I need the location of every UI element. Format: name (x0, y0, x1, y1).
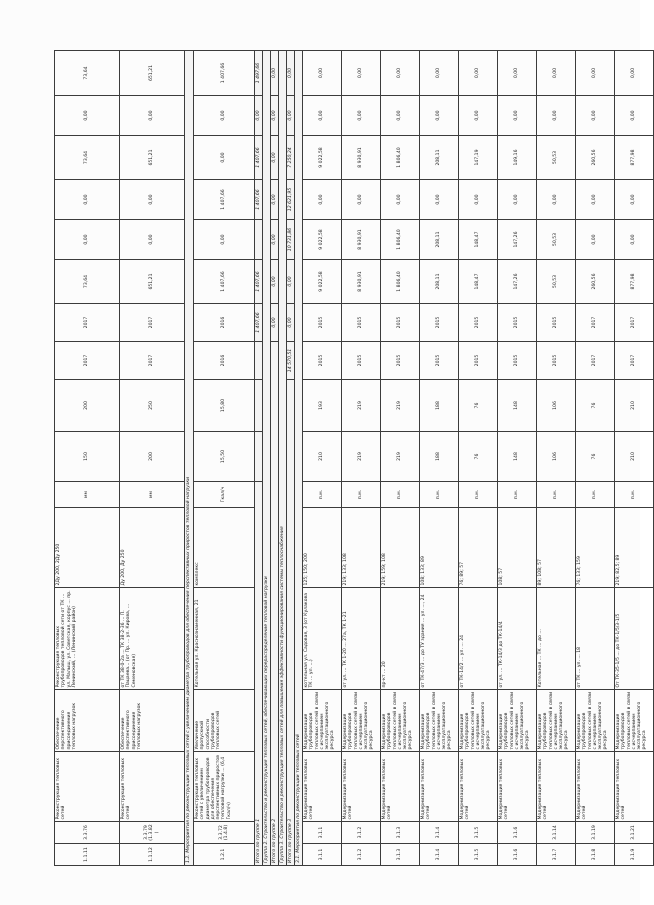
cell-c6: 1 407,66 (194, 51, 255, 96)
cell-name: Модернизация тепловых сетей (303, 752, 342, 822)
cell-v2: 193 (303, 380, 342, 432)
table-row (420, 51, 459, 866)
cell-params: Ду 200, Ду 250 (120, 508, 185, 588)
table-row (194, 51, 255, 866)
cell-location: от ТК 38-0-2а ... ТК 38-2-36 ... П. Пацаева... (от Пр. ... ул. Кирова, ... Семеновская) (120, 588, 185, 690)
cell-v2: 219 (381, 380, 420, 432)
cell-y2: 2017 (120, 304, 185, 342)
table-row (120, 51, 185, 866)
cell-purpose: Модернизация трубопроводов тепловых сетей в связи с исчерпанием эксплуатационного ресурса (420, 690, 459, 752)
cell-purpose: Модернизация трубопроводов тепловых сетей в связи с исчерпанием эксплуатационного ресурса (615, 690, 654, 752)
group-total-row (287, 51, 295, 866)
cell-c4: 877,98 (615, 136, 654, 180)
cell-v2: 210 (615, 380, 654, 432)
group-total-row (255, 51, 263, 866)
cell-code: 3.1.2 (342, 822, 381, 844)
cell-c2: 9 022,58 (303, 220, 342, 260)
cell-v1: 76 (576, 432, 615, 482)
cell-c1: 877,98 (615, 260, 654, 304)
cell-c6: 0,00 (342, 51, 381, 96)
group-total-value (255, 380, 263, 432)
group-total-value: 0,00 (271, 304, 279, 342)
cell-purpose: Модернизация трубопроводов тепловых сетей в связи с исчерпанием эксплуатационного ресурса (381, 690, 420, 752)
group-total-value: 1 407,66 (255, 136, 263, 180)
cell-c3: 1 407,66 (194, 180, 255, 220)
cell-idx: 1.2.1 (194, 844, 255, 866)
cell-y2: 2015 (537, 304, 576, 342)
group-total-value: 0,00 (255, 96, 263, 136)
cell-c5: 0,00 (576, 96, 615, 136)
cell-c2: 147,26 (498, 220, 537, 260)
cell-name: Модернизация тепловых сетей (537, 752, 576, 822)
cell-idx: 3.1.6 (498, 844, 537, 866)
cell-c4: 651,21 (120, 136, 185, 180)
cell-y2: 2015 (459, 304, 498, 342)
cell-code: 3.3.79 (1.3.82) (120, 822, 185, 844)
cell-c6: 0,00 (381, 51, 420, 96)
group-total-value (255, 432, 263, 482)
cell-v2: 15,80 (194, 380, 255, 432)
cell-v2: 250 (120, 380, 185, 432)
cell-y2: 2015 (303, 304, 342, 342)
cell-c4: 8 930,91 (342, 136, 381, 180)
cell-c3: 0,00 (537, 180, 576, 220)
group-title: Итого по группе 2 (271, 342, 279, 866)
cell-c4: 9 022,58 (303, 136, 342, 180)
cell-purpose: Модернизация трубопроводов тепловых сетей в связи с исчерпанием эксплуатационного ресурса (342, 690, 381, 752)
cell-code: 3.3.76 (55, 822, 120, 844)
cell-c2: 8 930,91 (342, 220, 381, 260)
cell-code: 3.1.3 (381, 822, 420, 844)
group-total-row (263, 51, 271, 866)
cell-params: комплекс (194, 508, 255, 588)
group-total-value: 0,00 (271, 180, 279, 220)
cell-location: От ТК-35-1/5 ... до ТК-1/5/3-1/5 (615, 588, 654, 690)
cell-params: 219; 159; 108 (381, 508, 420, 588)
table-row (459, 51, 498, 866)
cell-y2: 2015 (498, 304, 537, 342)
cell-y1: 2015 (303, 342, 342, 380)
cell-unit: мм (55, 482, 120, 508)
cell-v2: 106 (537, 380, 576, 432)
cell-purpose: Модернизация трубопроводов тепловых сетей в связи с исчерпанием эксплуатационного ресурса (498, 690, 537, 752)
cell-c3: 0,00 (303, 180, 342, 220)
cell-c6: 0,00 (459, 51, 498, 96)
cell-idx: 3.1.1 (303, 844, 342, 866)
cell-c5: 0,00 (55, 96, 120, 136)
group-title: 3.1. Мероприятия по реконструкции тепловых сетей (295, 51, 303, 866)
cell-location: от ТК-47/3 ... до ТУ здания ... ул. ..., 24 (420, 588, 459, 690)
cell-location: от ТК ... ул. ... 18 (576, 588, 615, 690)
group-total-value: 1 407,66 (255, 180, 263, 220)
cell-code: 3.1.1 (303, 822, 342, 844)
group-total-row (295, 51, 303, 866)
cell-code: 3.1.6 (498, 822, 537, 844)
cell-code: 3.1.14 (537, 822, 576, 844)
cell-c1: 651,21 (120, 260, 185, 304)
cell-idx: 1.1.12 (120, 844, 185, 866)
cell-c5: 0,00 (303, 96, 342, 136)
group-total-value: 0,00 (287, 51, 295, 96)
cell-c3: 0,00 (576, 180, 615, 220)
cell-c3: 0,00 (498, 180, 537, 220)
cell-y1: 2017 (576, 342, 615, 380)
section-title: 1.2. Мероприятия по реконструкции тепловых сетей с увеличением диаметра трубопроводов для обеспечения перспективных приростов тепловой нагрузки (185, 51, 194, 866)
cell-c4: 0,00 (194, 136, 255, 180)
cell-y2: 2015 (420, 304, 459, 342)
cell-y1: 2017 (120, 342, 185, 380)
cell-v1: 148 (498, 432, 537, 482)
cell-c1: 1 806,40 (381, 260, 420, 304)
cell-idx: 3.1.5 (459, 844, 498, 866)
cell-c5: 0,00 (342, 96, 381, 136)
cell-code: 3.1.21 (615, 822, 654, 844)
cell-c1: 147,26 (498, 260, 537, 304)
cell-c3: 0,00 (381, 180, 420, 220)
cell-location: пр-кт ... 20 (381, 588, 420, 690)
cell-unit: мм (120, 482, 185, 508)
cell-name: Модернизация тепловых сетей (459, 752, 498, 822)
cell-location: от ул. ... ТК-14/3 до ТК-14/4 (498, 588, 537, 690)
group-total-value: 14 570,51 (287, 342, 295, 380)
cell-location: Котельная ... ТК ... до ... (537, 588, 576, 690)
cell-c4: 260,56 (576, 136, 615, 180)
cell-c3: 0,00 (459, 180, 498, 220)
cell-c4: 208,11 (420, 136, 459, 180)
cell-y2: 2016 (194, 304, 255, 342)
group-total-value: 1 407,66 (255, 260, 263, 304)
cell-v1: 76 (459, 432, 498, 482)
cell-name: Реконструкция тепловых сетей с увеличением диаметра трубопроводов для обеспечения перспективных приростов тепловой нагрузки ... (6,4 Гкал/ч) (194, 752, 255, 822)
cell-c6: 0,00 (303, 51, 342, 96)
cell-idx: 1.1.11 (55, 844, 120, 866)
cell-v1: 188 (420, 432, 459, 482)
group-total-value (255, 342, 263, 380)
rotated-sheet (54, 51, 648, 866)
cell-v1: 150 (55, 432, 120, 482)
cell-c2: 0,00 (120, 220, 185, 260)
cell-y2: 2015 (342, 304, 381, 342)
cell-c2: 148,47 (459, 220, 498, 260)
cell-c1: 260,56 (576, 260, 615, 304)
cell-c2: 50,53 (537, 220, 576, 260)
group-total-value: 0,00 (271, 51, 279, 96)
cell-purpose: Обеспечение перспективного присоединения тепловых нагрузок (55, 690, 120, 752)
cell-idx: 3.1.2 (342, 844, 381, 866)
group-title: Группа 3. Строительство и реконструкция тепловых сетей для повышения эффективности функционирования системы теплоснабжения (279, 51, 287, 866)
cell-unit: п.м. (342, 482, 381, 508)
cell-c4: 149,16 (498, 136, 537, 180)
cell-v2: 188 (420, 380, 459, 432)
cell-c5: 0,00 (420, 96, 459, 136)
cell-c4: 50,53 (537, 136, 576, 180)
cell-c4: 1 806,40 (381, 136, 420, 180)
cell-c5: 0,00 (194, 96, 255, 136)
cell-c5: 0,00 (459, 96, 498, 136)
cell-c5: 0,00 (498, 96, 537, 136)
cell-y2: 2015 (381, 304, 420, 342)
cell-y1: 2017 (615, 342, 654, 380)
group-title: Итого по группе 3 (287, 380, 295, 866)
cell-c2: 0,00 (615, 220, 654, 260)
cell-v2: 76 (459, 380, 498, 432)
cell-v1: 219 (342, 432, 381, 482)
cell-params: 108; 57 (498, 508, 537, 588)
group-total-row (271, 51, 279, 866)
cell-unit: п.м. (420, 482, 459, 508)
cell-unit: п.м. (615, 482, 654, 508)
cell-params: 219; 82,5; 89 (615, 508, 654, 588)
cell-name: Модернизация тепловых сетей (342, 752, 381, 822)
group-total-value: 1 497,66 (255, 51, 263, 96)
cell-params: 76; 133; 159 (576, 508, 615, 588)
cell-purpose: Увеличение пропускной способности трубопроводов тепловых сетей (194, 690, 255, 752)
group-title: Итого по группе 1 (255, 482, 263, 866)
cell-location: Реконструкция тепловых трубопроводов тепловой сети от ТК ... ул. Малыш, ул. Советская, корпус ... пр. Ленинский, ... (Ленинский район) (55, 588, 120, 690)
cell-y1: 2015 (498, 342, 537, 380)
cell-c1: 8 930,91 (342, 260, 381, 304)
cell-y2: 2017 (576, 304, 615, 342)
cell-c1: 148,47 (459, 260, 498, 304)
cell-y1: 2017 (55, 342, 120, 380)
cell-name: Модернизация тепловых сетей (420, 752, 459, 822)
table-row (576, 51, 615, 866)
cell-purpose: Обеспечение перспективного присоединения тепловых нагрузок (120, 690, 185, 752)
cell-params: 219; 133; 108 (342, 508, 381, 588)
group-total-value: 0,00 (271, 136, 279, 180)
investment-program-table (54, 50, 654, 866)
cell-c3: 0,00 (420, 180, 459, 220)
cell-purpose: Модернизация трубопроводов тепловых сетей в связи с исчерпанием эксплуатационного ресурса (303, 690, 342, 752)
cell-idx: 3.1.9 (615, 844, 654, 866)
cell-y2: 2017 (55, 304, 120, 342)
cell-c6: 0,00 (498, 51, 537, 96)
cell-unit: п.м. (537, 482, 576, 508)
cell-v1: 219 (381, 432, 420, 482)
cell-params: 2Ду 200, 2Ду 250 (55, 508, 120, 588)
cell-params: 108; 133; 89 (420, 508, 459, 588)
group-total-value: 1 407,66 (255, 304, 263, 342)
cell-location: Котельная ул. Краснознаменная, 21 (194, 588, 255, 690)
cell-c3: 0,00 (55, 180, 120, 220)
cell-c5: 0,00 (615, 96, 654, 136)
cell-y2: 2017 (615, 304, 654, 342)
cell-c2: 0,00 (576, 220, 615, 260)
group-total-value: 0,00 (271, 260, 279, 304)
group-total-value: 0,00 (287, 260, 295, 304)
section-row (185, 51, 194, 866)
cell-c2: 1 806,40 (381, 220, 420, 260)
cell-code: 3.1.4 (420, 822, 459, 844)
cell-c3: 0,00 (615, 180, 654, 220)
cell-c2: 0,00 (55, 220, 120, 260)
table-row (498, 51, 537, 866)
cell-location: от ТК-14/2 ... ул. ... 24 (459, 588, 498, 690)
cell-idx: 3.1.7 (537, 844, 576, 866)
group-total-value: 7 250,24 (287, 136, 295, 180)
cell-v1: 106 (537, 432, 576, 482)
cell-params: 89; 108; 57 (537, 508, 576, 588)
cell-c5: 0,00 (537, 96, 576, 136)
cell-code: 3.1.19 (576, 822, 615, 844)
group-total-value (255, 220, 263, 260)
cell-c1: 50,53 (537, 260, 576, 304)
cell-v2: 219 (342, 380, 381, 432)
cell-name: Модернизация тепловых сетей (576, 752, 615, 822)
cell-c6: 651,21 (120, 51, 185, 96)
cell-name: Модернизация тепловых сетей (615, 752, 654, 822)
cell-c6: 73,64 (55, 51, 120, 96)
cell-code: 3.3.72 (1.4.8) (194, 822, 255, 844)
cell-unit: п.м. (576, 482, 615, 508)
cell-c1: 73,64 (55, 260, 120, 304)
group-total-value: 0,00 (287, 304, 295, 342)
group-total-row (279, 51, 287, 866)
cell-c6: 0,00 (537, 51, 576, 96)
cell-idx: 3.1.8 (576, 844, 615, 866)
cell-v2: 76 (576, 380, 615, 432)
cell-idx: 3.1.3 (381, 844, 420, 866)
group-total-value: 0,00 (271, 96, 279, 136)
cell-y1: 2015 (420, 342, 459, 380)
cell-purpose: Модернизация трубопроводов тепловых сетей в связи с исчерпанием эксплуатационного ресурса (537, 690, 576, 752)
cell-unit: п.м. (381, 482, 420, 508)
group-total-value: 10 731,86 (287, 220, 295, 260)
cell-c4: 73,64 (55, 136, 120, 180)
cell-v1: 200 (120, 432, 185, 482)
cell-c1: 9 022,58 (303, 260, 342, 304)
table-row (537, 51, 576, 866)
cell-unit: п.м. (498, 482, 537, 508)
cell-code: 3.1.5 (459, 822, 498, 844)
cell-unit: Гкал/ч (194, 482, 255, 508)
cell-c5: 0,00 (381, 96, 420, 136)
cell-location: котельная ул. Садовая, 3 (от Кулакова ТК ... ул. ...) (303, 588, 342, 690)
cell-params: 125; 150; 200 (303, 508, 342, 588)
cell-c6: 0,00 (615, 51, 654, 96)
cell-c1: 208,11 (420, 260, 459, 304)
cell-c1: 1 407,66 (194, 260, 255, 304)
table-row (303, 51, 342, 866)
table-row (381, 51, 420, 866)
cell-name: Реконструкция тепловых сетей (55, 752, 120, 822)
cell-v2: 148 (498, 380, 537, 432)
cell-c2: 208,11 (420, 220, 459, 260)
cell-unit: п.м. (303, 482, 342, 508)
cell-purpose: Модернизация трубопроводов тепловых сетей в связи с исчерпанием эксплуатационного ресурса (459, 690, 498, 752)
cell-c6: 0,00 (576, 51, 615, 96)
cell-purpose: Модернизация трубопроводов тепловых сетей в связи с исчерпанием эксплуатационного ресурса (576, 690, 615, 752)
cell-v2: 200 (55, 380, 120, 432)
cell-y1: 2015 (537, 342, 576, 380)
cell-y1: 2015 (342, 342, 381, 380)
cell-unit: п.м. (459, 482, 498, 508)
group-title: Группа 2. Строительство и реконструкция тепловых сетей, обеспечивающих перераспределение тепловой нагрузки (263, 51, 271, 866)
cell-idx: 3.1.4 (420, 844, 459, 866)
cell-y1: 2015 (459, 342, 498, 380)
cell-location: от ул. ... ТК 1-20 ... 27а, ТК 1-21 (342, 588, 381, 690)
cell-c3: 0,00 (342, 180, 381, 220)
table-row (55, 51, 120, 866)
cell-y1: 2016 (194, 342, 255, 380)
group-total-value: 0,00 (271, 220, 279, 260)
cell-params: 76; 89; 57 (459, 508, 498, 588)
table-row (342, 51, 381, 866)
group-total-value: 0,00 (287, 96, 295, 136)
cell-v1: 15,50 (194, 432, 255, 482)
table-row (615, 51, 654, 866)
cell-name: Модернизация тепловых сетей (498, 752, 537, 822)
cell-v1: 210 (615, 432, 654, 482)
cell-c4: 147,19 (459, 136, 498, 180)
cell-v1: 210 (303, 432, 342, 482)
group-total-value: 12 621,95 (287, 180, 295, 220)
cell-c5: 0,00 (120, 96, 185, 136)
cell-name: Реконструкция тепловых сетей (120, 752, 185, 822)
cell-name: Модернизация тепловых сетей (381, 752, 420, 822)
cell-c2: 0,00 (194, 220, 255, 260)
cell-c3: 0,00 (120, 180, 185, 220)
cell-y1: 2015 (381, 342, 420, 380)
cell-c6: 0,00 (420, 51, 459, 96)
